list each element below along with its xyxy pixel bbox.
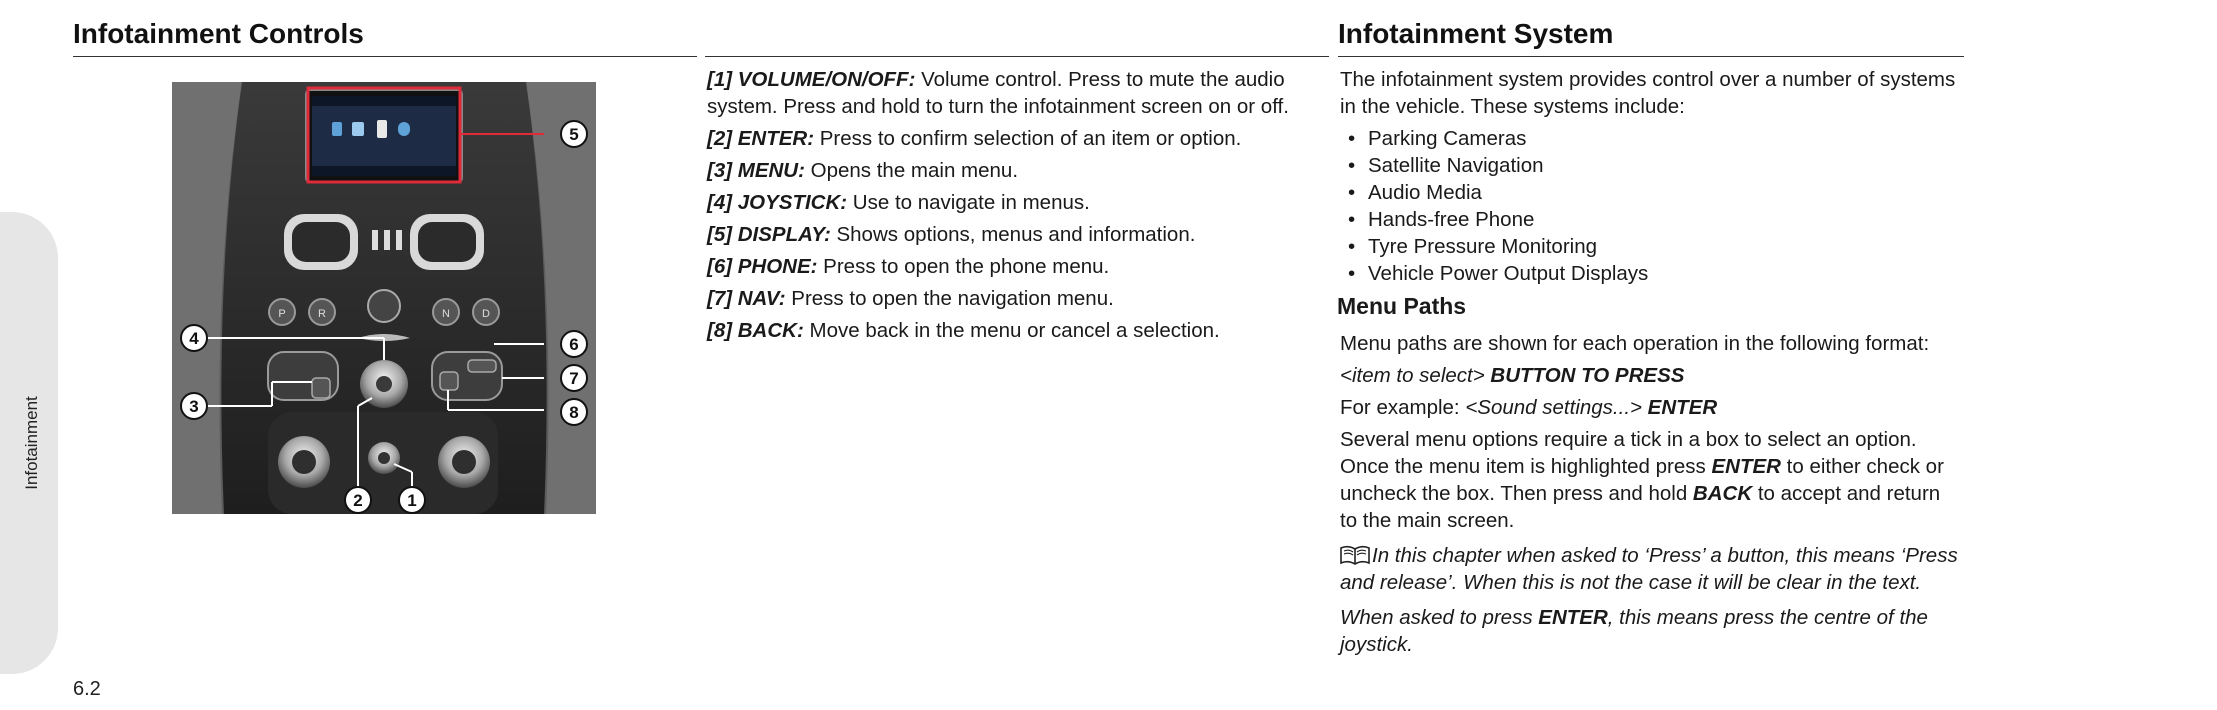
svg-text:1: 1 <box>407 491 417 510</box>
control-item-volume <box>707 66 1307 120</box>
format-item: <item to select> <box>1340 364 1485 387</box>
tick-box-back: BACK <box>1692 482 1753 505</box>
control-item-display <box>707 221 1307 248</box>
control-key: [5] DISPLAY: <box>707 223 831 246</box>
control-desc: Press to open the navigation menu. <box>785 287 1114 310</box>
control-key: [8] BACK: <box>707 319 804 342</box>
control-desc: Shows options, menus and information. <box>830 223 1196 246</box>
list-item: • Parking Cameras <box>1340 125 1960 152</box>
menu-paths-intro: Menu paths are shown for each operation in the following format: <box>1340 332 1930 355</box>
enter-note <box>1340 604 1960 658</box>
tick-box-text-3: to accept and return to the main screen. <box>1340 482 1941 532</box>
control-desc: Move back in the menu or cancel a selection. <box>803 319 1220 342</box>
control-desc: Opens the main menu. <box>804 159 1019 182</box>
callout-5 <box>561 121 587 147</box>
svg-text:D: D <box>482 308 490 320</box>
systems-list <box>1340 125 1960 287</box>
console-illustration <box>172 82 596 514</box>
svg-text:N: N <box>442 308 450 320</box>
controls-list <box>707 66 1307 349</box>
list-item: • Vehicle Power Output Displays <box>1340 260 1960 287</box>
example-button: ENTER <box>1641 396 1718 419</box>
control-key: [4] JOYSTICK: <box>707 191 848 214</box>
callout-4 <box>181 325 207 351</box>
chapter-side-tab-label: Infotainment <box>22 396 41 490</box>
control-item-menu <box>707 157 1307 184</box>
open-book-icon <box>1340 545 1370 565</box>
tick-box-text-1: Several menu options require a tick in a box to select an option. Once the menu item is highlighted press <box>1340 428 1917 478</box>
callout-1 <box>399 487 425 513</box>
control-desc: Press to confirm selection of an item or option. <box>814 127 1242 150</box>
tick-box-paragraph <box>1340 426 1960 534</box>
list-item: • Hands-free Phone <box>1340 206 1960 233</box>
example-item: <Sound settings...> <box>1465 396 1642 419</box>
infotainment-system-section <box>1337 66 1960 663</box>
svg-text:P: P <box>278 308 286 320</box>
press-note <box>1340 542 1960 596</box>
enter-note-post: , this means press the centre of the joystick. <box>1340 606 1928 656</box>
control-key: [6] PHONE: <box>707 255 818 278</box>
format-button: BUTTON TO PRESS <box>1484 364 1685 387</box>
menu-path-example <box>1340 394 1960 421</box>
control-desc: Press to open the phone menu. <box>817 255 1110 278</box>
control-key: [7] NAV: <box>707 287 786 310</box>
system-intro: The infotainment system provides control over a number of systems in the vehicle. These systems include: <box>1340 68 1956 118</box>
example-prefix: For example: <box>1340 396 1466 419</box>
title-rule-right <box>1338 56 1964 57</box>
list-item: • Tyre Pressure Monitoring <box>1340 233 1960 260</box>
callout-3 <box>181 393 207 419</box>
title-rule-left <box>73 56 697 57</box>
callout-2 <box>345 487 371 513</box>
svg-text:4: 4 <box>189 329 199 348</box>
list-item: • Satellite Navigation <box>1340 152 1960 179</box>
enter-note-pre: When asked to press <box>1340 606 1539 629</box>
callout-8 <box>561 399 587 425</box>
control-key: [3] MENU: <box>707 159 805 182</box>
control-item-nav <box>707 285 1307 312</box>
list-item: • Audio Media <box>1340 179 1960 206</box>
svg-text:6: 6 <box>569 335 579 354</box>
svg-text:3: 3 <box>189 397 199 416</box>
control-item-enter <box>707 125 1307 152</box>
control-desc: Volume control. Press to mute the audio system. Press and hold to turn the infotainment screen on or off. <box>707 68 1289 118</box>
control-key: [1] VOLUME/ON/OFF: <box>707 68 916 91</box>
control-item-joystick <box>707 189 1307 216</box>
svg-text:R: R <box>318 308 326 320</box>
page-number: 6.2 <box>73 678 101 700</box>
tick-box-text-2: to either check or uncheck the box. Then press and hold <box>1340 455 1944 505</box>
menu-paths-title: Menu Paths <box>1337 293 1467 319</box>
control-item-back <box>707 317 1307 344</box>
menu-path-format <box>1340 362 1960 389</box>
control-desc: Use to navigate in menus. <box>847 191 1090 214</box>
svg-text:7: 7 <box>569 369 579 388</box>
control-item-phone <box>707 253 1307 280</box>
control-key: [2] ENTER: <box>707 127 815 150</box>
callout-7 <box>561 365 587 391</box>
svg-text:8: 8 <box>569 403 579 422</box>
tick-box-enter: ENTER <box>1711 455 1781 478</box>
svg-text:2: 2 <box>353 491 363 510</box>
infotainment-system-title: Infotainment System <box>1338 18 1614 49</box>
enter-note-enter: ENTER <box>1538 606 1608 629</box>
press-note-text: In this chapter when asked to ‘Press’ a button, this means ‘Press and release’. When this is not the case it will be clear in the text. <box>1340 544 1958 594</box>
callout-6 <box>561 331 587 357</box>
title-rule-middle <box>705 56 1329 57</box>
svg-text:5: 5 <box>569 125 579 144</box>
infotainment-controls-title: Infotainment Controls <box>73 18 364 49</box>
